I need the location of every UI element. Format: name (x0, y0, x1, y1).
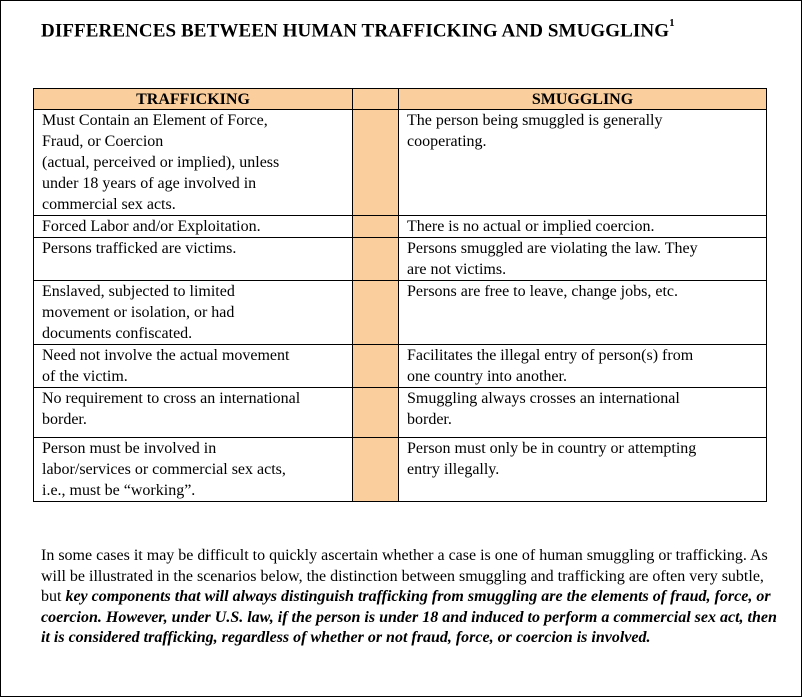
trafficking-cell (34, 388, 353, 438)
spacer-cell (353, 281, 399, 345)
trafficking-cell (34, 438, 353, 502)
title-text: DIFFERENCES BETWEEN HUMAN TRAFFICKING AND SMUGGLING (41, 20, 670, 42)
trafficking-text: Need not involve the actual movement of the victim. (42, 347, 290, 385)
spacer-cell (353, 438, 399, 502)
table-row (34, 110, 767, 216)
explanatory-paragraph (41, 546, 781, 649)
smuggling-text: There is no actual or implied coercion. (407, 218, 655, 235)
trafficking-cell (34, 216, 353, 238)
trafficking-text: Persons trafficked are victims. (42, 240, 237, 257)
smuggling-text: The person being smuggled is generally cooperating. (407, 112, 663, 150)
table-row (34, 281, 767, 345)
table-row (34, 345, 767, 388)
page-title (41, 17, 675, 42)
smuggling-text: Facilitates the illegal entry of person(s) from one country into another. (407, 347, 694, 385)
smuggling-cell (399, 281, 767, 345)
trafficking-cell (34, 238, 353, 281)
trafficking-cell (34, 345, 353, 388)
trafficking-text: No requirement to cross an international border. (42, 390, 301, 428)
smuggling-text: Smuggling always crosses an international border. (407, 390, 680, 428)
trafficking-cell (34, 110, 353, 216)
smuggling-cell (399, 438, 767, 502)
smuggling-text: Person must only be in country or attempting entry illegally. (407, 440, 697, 478)
table-row (34, 216, 767, 238)
paragraph-emphasis-text: key components that will always distinguish trafficking from smuggling are the elements of fraud, force, or coercion. However, under U.S. law, if the person is under 18 and induced to perform a commercial sex act, then it is considered trafficking, regardless of whether or not fraud, force, or coercion is involved. (41, 588, 777, 646)
spacer-cell (353, 110, 399, 216)
smuggling-text: Persons are free to leave, change jobs, etc. (407, 283, 678, 300)
smuggling-cell (399, 345, 767, 388)
trafficking-text: Enslaved, subjected to limited movement or isolation, or had documents confiscated. (42, 283, 235, 342)
trafficking-text: Person must be involved in labor/services or commercial sex acts, i.e., must be “working”. (42, 440, 286, 499)
spacer-cell (353, 216, 399, 238)
header-trafficking: TRAFFICKING (34, 89, 353, 110)
smuggling-cell (399, 238, 767, 281)
comparison-table (33, 88, 767, 502)
smuggling-cell (399, 110, 767, 216)
spacer-cell (353, 345, 399, 388)
table-row (34, 388, 767, 438)
footnote-marker: 1 (669, 17, 675, 29)
trafficking-text: Must Contain an Element of Force, Fraud, or Coercion (actual, perceived or implied), unless under 18 years of age involved in commercial sex acts. (42, 112, 280, 213)
paragraph-plain-text: In some cases it may be difficult to quickly ascertain whether a case is one of human smuggling or trafficking. As will be illustrated in the scenarios below, the distinction between smuggling and trafficking are often very subtle, but (41, 547, 768, 605)
table-row (34, 238, 767, 281)
spacer-cell (353, 238, 399, 281)
smuggling-cell (399, 388, 767, 438)
smuggling-text: Persons smuggled are violating the law. They are not victims. (407, 240, 698, 278)
header-spacer (353, 89, 399, 110)
trafficking-cell (34, 281, 353, 345)
header-smuggling: SMUGGLING (399, 89, 767, 110)
spacer-cell (353, 388, 399, 438)
table-row (34, 438, 767, 502)
smuggling-cell (399, 216, 767, 238)
trafficking-text: Forced Labor and/or Exploitation. (42, 218, 261, 235)
table-header-row (34, 89, 767, 110)
